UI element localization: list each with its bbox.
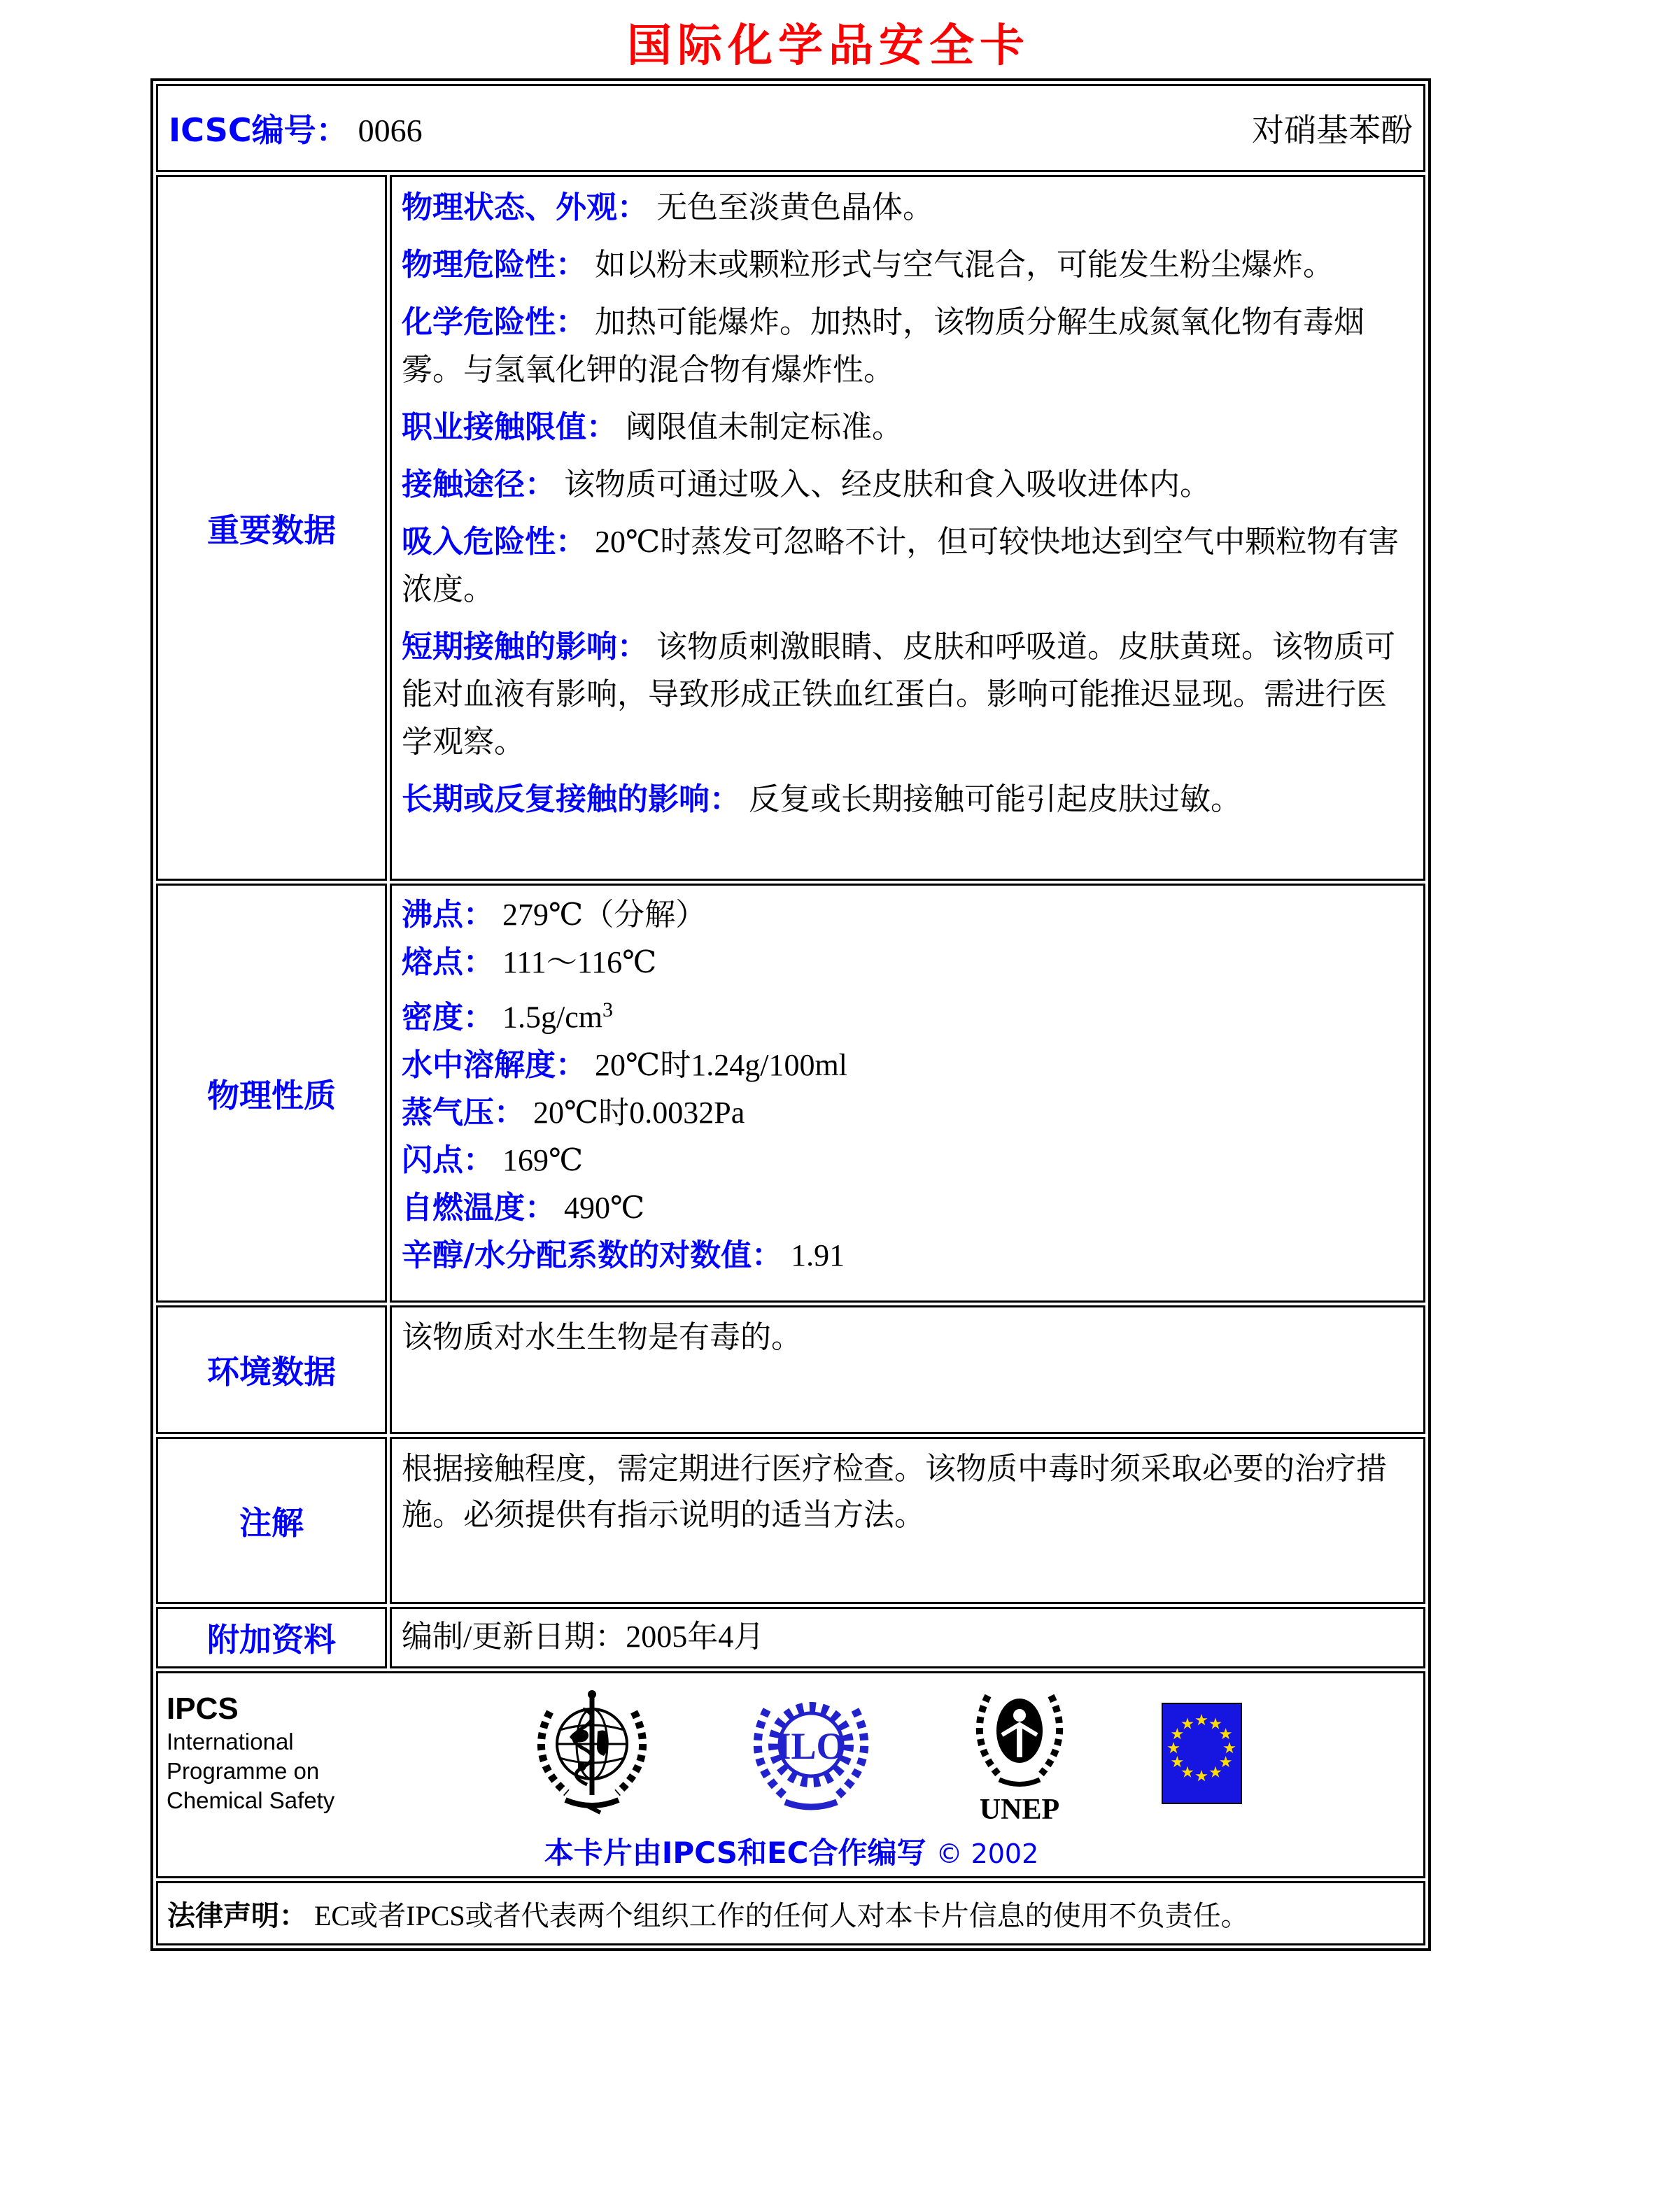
important-data-row [156, 175, 1425, 881]
ipcs-name-line: Chemical Safety [167, 1787, 335, 1813]
property-row [402, 988, 1411, 1040]
important-data-entry [402, 299, 1411, 394]
property-label: 沸点： [402, 897, 494, 933]
ipcs-name-line: International [167, 1729, 294, 1754]
ipcs-name-line: Programme on [167, 1758, 320, 1784]
eu-flag-icon [1162, 1703, 1242, 1804]
property-label: 密度： [402, 999, 494, 1035]
section-label-notes: 注解 [156, 1437, 387, 1604]
entry-label: 物理危险性： [402, 247, 586, 283]
important-data-entry [402, 461, 1411, 509]
section-label-additional-info: 附加资料 [156, 1607, 387, 1668]
property-value: 20℃时0.0032Pa [533, 1095, 745, 1130]
important-data-entry [402, 184, 1411, 232]
property-row [402, 1138, 1411, 1182]
important-data-entry [402, 518, 1411, 614]
property-label: 自燃温度： [402, 1189, 556, 1226]
entry-text: 该物质刺激眼睛、皮肤和呼吸道。皮肤黄斑。该物质可能对血液有影响，导致形成正铁血红蛋白。影响可能推迟显现。需进行医学观察。 [402, 630, 1395, 759]
property-value: 1.5g/cm [502, 1000, 602, 1035]
entry-label: 物理状态、外观： [402, 190, 648, 225]
ipcs-abbr: IPCS [167, 1692, 239, 1726]
property-row [402, 940, 1411, 984]
additional-info-row [156, 1607, 1425, 1668]
property-row [402, 1186, 1411, 1230]
notes-text: 根据接触程度，需定期进行医疗检查。该物质中毒时须采取必要的治疗措施。必须提供有指示说明的适当方法。 [402, 1452, 1387, 1532]
property-label: 水中溶解度： [402, 1047, 586, 1083]
property-label: 辛醇/水分配系数的对数值： [402, 1237, 783, 1273]
legal-label: 法律声明： [167, 1899, 307, 1932]
footer-caption [167, 1830, 1416, 1872]
icsc-number [169, 105, 423, 151]
entry-label: 长期或反复接触的影响： [402, 781, 740, 817]
important-data-entry [402, 776, 1411, 823]
property-value: 111～116℃ [502, 945, 657, 979]
legal-text: EC或者IPCS或者代表两个组织工作的任何人对本卡片信息的使用不负责任。 [314, 1899, 1249, 1931]
property-row [402, 893, 1411, 937]
important-data-entry [402, 241, 1411, 289]
unep-logo-text: UNEP [979, 1794, 1060, 1826]
important-data-entry [402, 623, 1411, 766]
property-row [402, 1091, 1411, 1135]
entry-label: 职业接触限值： [402, 409, 617, 445]
environmental-data-text: 该物质对水生生物是有毒的。 [402, 1320, 802, 1354]
density-superscript: 3 [602, 998, 613, 1021]
entry-label: 吸入危险性： [402, 524, 586, 560]
property-value: 20℃时1.24g/100ml [595, 1047, 847, 1082]
logos-row [156, 1671, 1425, 1878]
entry-text: 无色至淡黄色晶体。 [656, 190, 933, 225]
property-value: 169℃ [502, 1142, 584, 1177]
property-value: 490℃ [564, 1190, 645, 1225]
additional-info-label: 编制/更新日期： [402, 1619, 626, 1654]
footer-caption-text: 本卡片由IPCS和EC合作编写 [544, 1836, 926, 1870]
property-label: 蒸气压： [402, 1094, 525, 1130]
entry-label: 接触途径： [402, 467, 556, 502]
additional-info-line [402, 1616, 1411, 1658]
page-title: 国际化学品安全卡 [627, 20, 1030, 72]
entry-text: 该物质可通过吸入、经皮肤和食入吸收进体内。 [564, 467, 1211, 502]
section-label-physical-properties: 物理性质 [156, 884, 387, 1303]
safety-card-table [150, 78, 1431, 1951]
entry-label: 短期接触的影响： [402, 629, 648, 665]
entry-text: 阈限值未制定标准。 [626, 410, 903, 444]
property-label: 闪点： [402, 1142, 494, 1178]
copyright-text: © 2002 [936, 1838, 1039, 1869]
additional-info-value: 2005年4月 [626, 1619, 765, 1654]
property-label: 熔点： [402, 944, 494, 980]
entry-text: 反复或长期接触可能引起皮肤过敏。 [749, 782, 1241, 816]
legal-row [156, 1881, 1425, 1945]
physical-properties-row [156, 884, 1425, 1303]
header-row [156, 84, 1425, 172]
notes-row [156, 1437, 1425, 1604]
important-data-entry [402, 404, 1411, 451]
property-value: 1.91 [791, 1238, 845, 1272]
ipcs-block [167, 1691, 439, 1815]
page [0, 10, 1657, 2212]
unep-icon [967, 1679, 1072, 1827]
icsc-number-label: ICSC编号： [169, 111, 348, 149]
entry-text: 如以粉末或颗粒形式与空气混合，可能发生粉尘爆炸。 [595, 248, 1334, 282]
environmental-data-row [156, 1305, 1425, 1434]
ilo-logo-text: ILO [776, 1724, 846, 1767]
who-icon [529, 1687, 655, 1820]
entry-text: 加热可能爆炸。加热时，该物质分解生成氮氧化物有毒烟雾。与氢氧化钾的混合物有爆炸性。 [402, 305, 1365, 387]
chemical-name: 对硝基苯酚 [1252, 113, 1413, 148]
icsc-number-value: 0066 [358, 113, 423, 148]
property-row [402, 1233, 1411, 1277]
section-label-environmental-data: 环境数据 [156, 1305, 387, 1434]
entry-text: 20℃时蒸发可忽略不计，但可较快地达到空气中颗粒物有害浓度。 [402, 525, 1399, 607]
property-row [402, 1043, 1411, 1087]
ilo-icon [745, 1689, 877, 1818]
section-label-important-data: 重要数据 [156, 175, 387, 881]
property-value: 279℃（分解） [502, 898, 707, 932]
entry-label: 化学危险性： [402, 304, 586, 340]
